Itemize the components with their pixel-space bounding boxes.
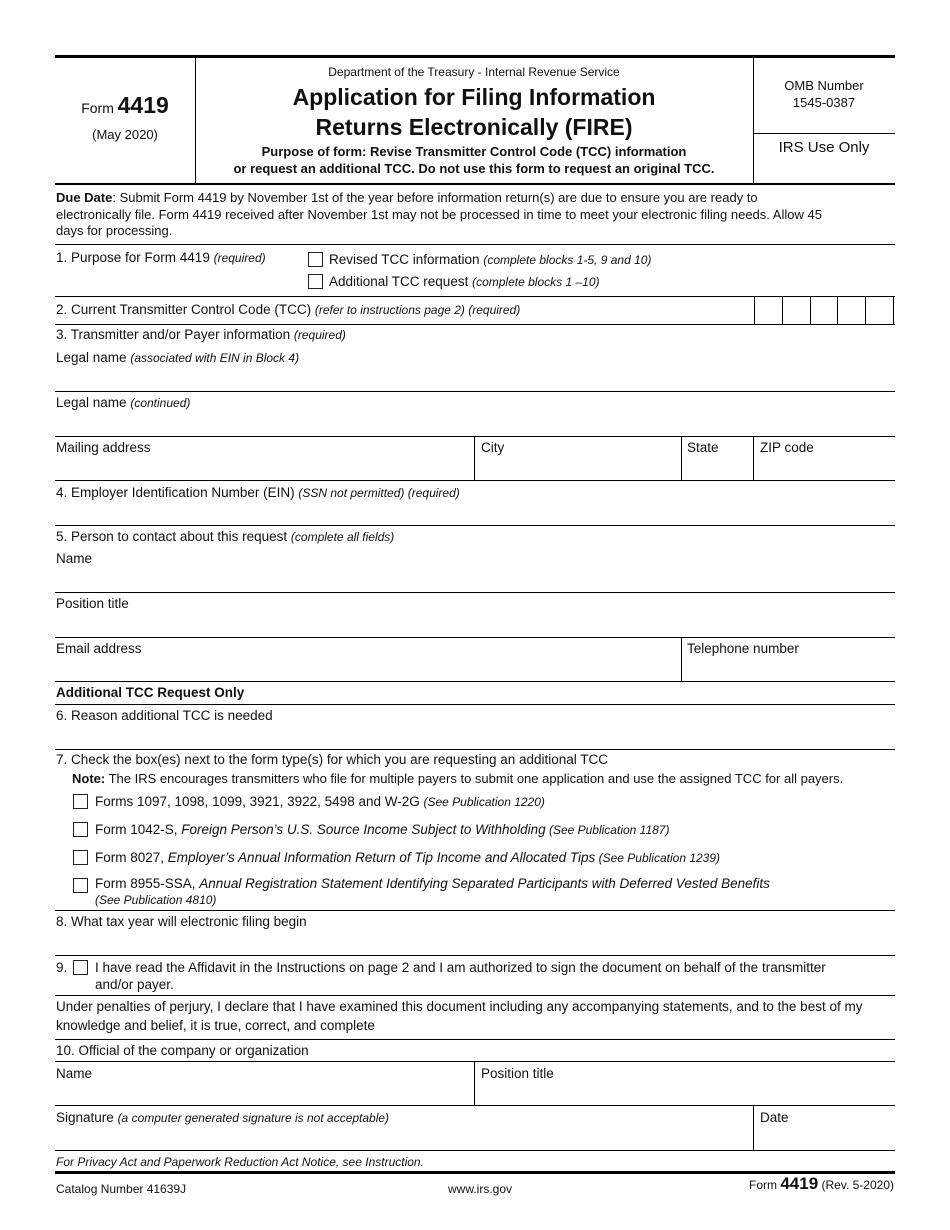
email-label: Email address: [56, 641, 142, 656]
purpose-line2: or request an additional TCC. Do not use this form to request an original TCC.: [233, 161, 715, 176]
rule-block4: [55, 480, 895, 481]
legal-name-cont-label: Legal name (continued): [56, 395, 191, 410]
irs-use-only: IRS Use Only: [778, 139, 870, 156]
form-8955ssa-checkbox[interactable]: [73, 878, 88, 893]
tcc-cell-1[interactable]: [754, 296, 782, 324]
signature-label: Signature (a computer generated signature is not acceptable): [56, 1110, 390, 1125]
rule-legal-name: [55, 391, 895, 392]
email-input[interactable]: [55, 658, 680, 680]
tcc-cell-2[interactable]: [782, 296, 810, 324]
block10-label: 10. Official of the company or organization: [56, 1043, 309, 1058]
rule-legal-name-cont: [55, 436, 895, 437]
due-date-line2: electronically file. Form 4419 received after November 1st may not be processed in time to meet your electronic filing needs. Allow 45: [56, 207, 822, 222]
date-input[interactable]: [754, 1127, 894, 1149]
contact-name-label: Name: [56, 551, 93, 566]
form-1042s-checkbox[interactable]: [73, 822, 88, 837]
rule-block1: [55, 244, 895, 245]
affidavit-line2: and/or payer.: [95, 977, 174, 992]
ein-input[interactable]: [55, 502, 895, 524]
perjury-line1: Under penalties of perjury, I declare that I have examined this document including any accompanying statements, and to the best of my: [56, 999, 863, 1014]
rule-contact-position: [55, 637, 895, 638]
reason-input[interactable]: [55, 725, 895, 748]
rule-contact-name: [55, 592, 895, 593]
block4-label: 4. Employer Identification Number (EIN) (SSN not permitted) (required): [56, 485, 460, 500]
rule-block9: [55, 955, 895, 956]
contact-name-input[interactable]: [55, 568, 895, 591]
due-date-label: Due Date: [56, 190, 113, 205]
contact-position-input[interactable]: [55, 613, 895, 636]
perjury-line2: knowledge and belief, it is true, correct, and complete: [56, 1018, 375, 1033]
official-name-input[interactable]: [55, 1083, 473, 1104]
official-position-label: Position title: [481, 1066, 554, 1081]
affidavit-checkbox[interactable]: [73, 960, 88, 975]
block1-label: 1. Purpose for Form 4419 (required): [56, 250, 266, 265]
affidavit-line1: I have read the Affidavit in the Instructions on page 2 and I am authorized to sign the document on behalf of the transmitter: [95, 960, 826, 975]
revised-tcc-checkbox[interactable]: [308, 252, 323, 267]
additional-tcc-label: Additional TCC request (complete blocks 1 –10): [329, 274, 600, 289]
due-date-line3: days for processing.: [56, 223, 173, 238]
omb-number: 1545-0387: [792, 95, 856, 110]
rule-additional: [55, 681, 895, 682]
block5-label: 5. Person to contact about this request (complete all fields): [56, 529, 395, 544]
block7-note: Note: The IRS encourages transmitters who file for multiple payers to submit one application and use the assigned TCC for all payers.: [72, 771, 844, 786]
revised-tcc-label: Revised TCC information (complete blocks 1-5, 9 and 10): [329, 252, 652, 267]
form-8027-label: Form 8027, Employer’s Annual Information Return of Tip Income and Allocated Tips (See Publication 1239): [95, 850, 721, 865]
rule-block10: [55, 1039, 895, 1040]
catalog-number: Catalog Number 41639J: [56, 1182, 187, 1196]
forms-1099-label: Forms 1097, 1098, 1099, 3921, 3922, 5498 and W-2G (See Publication 1220): [95, 794, 545, 809]
phone-label: Telephone number: [687, 641, 799, 656]
state-label: State: [687, 440, 719, 455]
tcc-cell-3[interactable]: [810, 296, 838, 324]
zip-label: ZIP code: [760, 440, 814, 455]
form-number: 4419: [117, 92, 169, 118]
city-label: City: [481, 440, 505, 455]
header-right-split: [753, 133, 895, 134]
tcc-input-cells[interactable]: [754, 296, 894, 324]
block6-label: 6. Reason additional TCC is needed: [56, 708, 273, 723]
rule-signature: [55, 1105, 895, 1106]
form-8955ssa-label: Form 8955-SSA, Annual Registration Statement Identifying Separated Participants with Deferred Vested Benefits: [95, 876, 770, 891]
rule-official-name: [55, 1061, 895, 1062]
due-date-line1: Due Date: Submit Form 4419 by November 1st of the year before information return(s) are due to ensure you are ready to: [56, 190, 758, 205]
agency: Department of the Treasury - Internal Revenue Service: [328, 65, 620, 79]
mailing-address-input[interactable]: [55, 457, 473, 479]
rule-block3: [55, 324, 895, 325]
rule-block7: [55, 749, 895, 750]
omb-label: OMB Number: [784, 78, 864, 93]
state-input[interactable]: [682, 457, 752, 479]
footer-rule: [55, 1171, 895, 1174]
rule-block5: [55, 525, 895, 526]
tcc-cell-5[interactable]: [865, 296, 894, 324]
rule-block6: [55, 704, 895, 705]
date-label: Date: [760, 1110, 789, 1125]
signature-input[interactable]: [55, 1127, 752, 1149]
form-8027-checkbox[interactable]: [73, 850, 88, 865]
zip-input[interactable]: [754, 457, 894, 479]
rule-perjury: [55, 995, 895, 996]
form-date: (May 2020): [92, 127, 158, 142]
legal-name-label: Legal name (associated with EIN in Block 4): [56, 350, 300, 365]
form-title-line1: Application for Filing Information: [292, 84, 656, 110]
legal-name-input[interactable]: [55, 367, 895, 390]
block8-label: 8. What tax year will electronic filing begin: [56, 914, 307, 929]
header-divider-right: [753, 57, 754, 183]
additional-tcc-header: Additional TCC Request Only: [56, 685, 245, 700]
footer-form-id: Form 4419 (Rev. 5-2020): [749, 1174, 894, 1193]
block9-number: 9.: [56, 960, 68, 975]
purpose-line1: Purpose of form: Revise Transmitter Control Code (TCC) information: [261, 144, 687, 159]
contact-position-label: Position title: [56, 596, 129, 611]
tax-year-input[interactable]: [55, 931, 895, 954]
additional-tcc-checkbox[interactable]: [308, 274, 323, 289]
form-1042s-label: Form 1042-S, Foreign Person’s U.S. Source Income Subject to Withholding (See Publication 1187): [95, 822, 670, 837]
form-prefix: Form: [81, 100, 114, 116]
phone-input[interactable]: [682, 658, 894, 680]
top-rule: [55, 55, 895, 58]
form-title-line2: Returns Electronically (FIRE): [315, 114, 633, 140]
tcc-cell-4[interactable]: [837, 296, 865, 324]
form-number-box: [55, 92, 195, 118]
forms-1099-checkbox[interactable]: [73, 794, 88, 809]
privacy-notice: For Privacy Act and Paperwork Reduction Act Notice, see Instruction.: [56, 1155, 424, 1169]
header-bottom-rule: [55, 183, 895, 185]
rule-block8: [55, 910, 895, 911]
irs-website[interactable]: www.irs.gov: [447, 1182, 512, 1196]
rule-privacy: [55, 1150, 895, 1151]
legal-name-cont-input[interactable]: [55, 412, 895, 435]
official-position-input[interactable]: [475, 1083, 894, 1104]
mailing-address-label: Mailing address: [56, 440, 151, 455]
block2-label: 2. Current Transmitter Control Code (TCC) (refer to instructions page 2) (required): [56, 302, 521, 317]
city-input[interactable]: [475, 457, 680, 479]
official-name-label: Name: [56, 1066, 93, 1081]
block3-label: 3. Transmitter and/or Payer information (required): [56, 327, 346, 342]
form-8955ssa-publication: (See Publication 4810): [95, 893, 217, 907]
block7-label: 7. Check the box(es) next to the form type(s) for which you are requesting an additional TCC: [56, 752, 609, 767]
